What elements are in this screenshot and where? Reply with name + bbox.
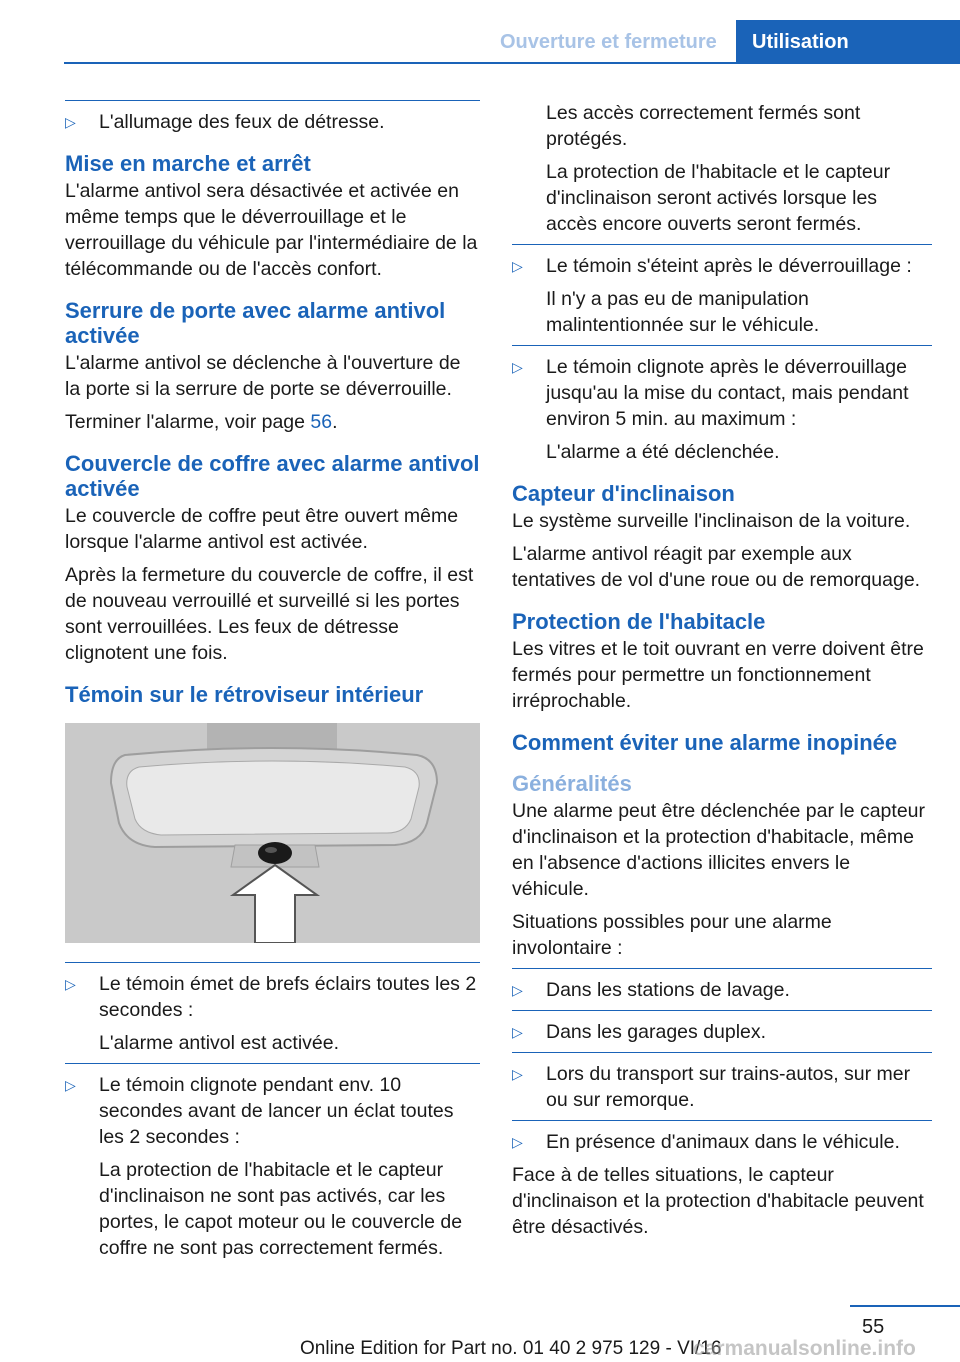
list-item-detail: Les accès correctement fermés sont protégés. bbox=[546, 102, 861, 150]
bullet-triangle-icon: ▷ bbox=[65, 976, 76, 992]
page-link-56[interactable]: 56 bbox=[310, 411, 333, 433]
header-section-title: Ouverture et fermeture bbox=[500, 31, 717, 53]
list-item: ▷ Dans les garages duplex. bbox=[512, 1021, 767, 1043]
paragraph: L'alarme antivol se déclenche à l'ouverture de la porte si la serrure de porte se déverrouille. bbox=[65, 352, 461, 400]
bullet-triangle-icon: ▷ bbox=[512, 1066, 523, 1082]
list-item-detail: L'alarme antivol est activée. bbox=[99, 1032, 340, 1054]
heading-couvercle-coffre: Couvercle de coffre avec alarme antivol activée bbox=[65, 451, 480, 501]
list-item-detail: La protection de l'habitacle et le capteur d'inclinaison ne sont pas activés, car les portes, le capot moteur ou le couvercle de coffre ne sont pas correctement fermés. bbox=[99, 1159, 463, 1259]
list-item-detail: Il n'y a pas eu de manipulation malintentionnée sur le véhicule. bbox=[546, 288, 820, 336]
list-divider bbox=[65, 100, 480, 101]
list-item-detail: L'alarme a été déclenchée. bbox=[546, 441, 780, 463]
paragraph: Après la fermeture du couvercle de coffre, il est de nouveau verrouillé et surveillé si les portes sont verrouillées. Les feux de détresse clignotent une fois. bbox=[65, 564, 474, 664]
list-divider bbox=[512, 968, 932, 969]
heading-protection-habitacle: Protection de l'habitacle bbox=[512, 609, 766, 634]
paragraph: Le couvercle de coffre peut être ouvert même lorsque l'alarme antivol est activée. bbox=[65, 505, 459, 553]
heading-eviter-alarme: Comment éviter une alarme inopinée bbox=[512, 730, 898, 755]
footer-rule bbox=[850, 1305, 960, 1307]
header-chapter-label: Utilisation bbox=[752, 31, 849, 53]
paragraph: Face à de telles situations, le capteur d'inclinaison et la protection d'habitacle peuvent être désactivés. bbox=[512, 1164, 924, 1238]
header-chapter-tab bbox=[736, 20, 960, 64]
heading-capteur-inclinaison: Capteur d'inclinaison bbox=[512, 481, 735, 506]
left-column bbox=[65, 100, 480, 1268]
bullet-triangle-icon: ▷ bbox=[65, 114, 76, 130]
list-item: ▷ Dans les stations de lavage. bbox=[512, 979, 790, 1001]
bullet-triangle-icon: ▷ bbox=[512, 359, 523, 375]
list-item: ▷ L'allumage des feux de détresse. bbox=[65, 111, 385, 133]
paragraph: Les vitres et le toit ouvrant en verre doivent être fermés pour permettre un fonctionnement irréprochable. bbox=[512, 638, 924, 712]
page-reference: Terminer l'alarme, voir page 56. bbox=[65, 411, 338, 433]
subheading-generalites: Généralités bbox=[512, 771, 632, 796]
heading-temoin-retroviseur: Témoin sur le rétroviseur intérieur bbox=[65, 682, 424, 707]
list-item: ▷ Le témoin clignote après le déverrouillage jusqu'au la mise du contact, mais pendant environ 5 min. au maximum : bbox=[512, 356, 909, 430]
bullet-triangle-icon: ▷ bbox=[512, 258, 523, 274]
list-divider bbox=[512, 1120, 932, 1121]
heading-serrure-porte: Serrure de porte avec alarme antivol activée bbox=[65, 298, 446, 348]
list-divider bbox=[512, 244, 932, 245]
bullet-triangle-icon: ▷ bbox=[65, 1077, 76, 1093]
bullet-triangle-icon: ▷ bbox=[512, 982, 523, 998]
edition-line: Online Edition for Part no. 01 40 2 975 129 - VI/16 bbox=[300, 1338, 722, 1359]
list-divider bbox=[512, 1052, 932, 1053]
list-item: ▷ Le témoin clignote pendant env. 10 secondes avant de lancer un éclat toutes les 2 secondes : bbox=[65, 1074, 454, 1148]
watermark: carmanualsonline.info bbox=[693, 1337, 916, 1360]
paragraph: Situations possibles pour une alarme involontaire : bbox=[512, 911, 832, 959]
paragraph: L'alarme antivol réagit par exemple aux tentatives de vol d'une roue ou de remorquage. bbox=[512, 543, 921, 591]
list-item: ▷ Lors du transport sur trains-autos, sur mer ou sur remorque. bbox=[512, 1063, 911, 1111]
bullet-triangle-icon: ▷ bbox=[512, 1134, 523, 1150]
right-column bbox=[512, 100, 932, 1247]
paragraph: Une alarme peut être déclenchée par le capteur d'inclinaison et la protection d'habitacle, même en l'absence d'actions illicites envers le véhicule. bbox=[512, 800, 926, 900]
list-item: ▷ En présence d'animaux dans le véhicule. bbox=[512, 1131, 900, 1153]
list-item: ▷ Le témoin émet de brefs éclairs toutes les 2 secondes : bbox=[65, 973, 477, 1021]
page-number: 55 bbox=[862, 1316, 885, 1338]
list-divider bbox=[512, 345, 932, 346]
list-item-detail: La protection de l'habitacle et le capteur d'inclinaison seront activés lorsque les accès encore ouverts seront fermés. bbox=[546, 161, 891, 235]
list-divider bbox=[65, 1063, 480, 1064]
heading-mise-en-marche: Mise en marche et arrêt bbox=[65, 151, 311, 176]
list-divider bbox=[65, 962, 480, 963]
rearview-mirror-illustration bbox=[65, 723, 480, 943]
paragraph: L'alarme antivol sera désactivée et activée en même temps que le déverrouillage et le verrouillage du véhicule par l'intermédiaire de la télécommande ou de l'accès confort. bbox=[65, 180, 478, 280]
bullet-triangle-icon: ▷ bbox=[512, 1024, 523, 1040]
list-item: ▷ Le témoin s'éteint après le déverrouillage : bbox=[512, 255, 912, 277]
list-divider bbox=[512, 1010, 932, 1011]
paragraph: Le système surveille l'inclinaison de la voiture. bbox=[512, 510, 911, 532]
